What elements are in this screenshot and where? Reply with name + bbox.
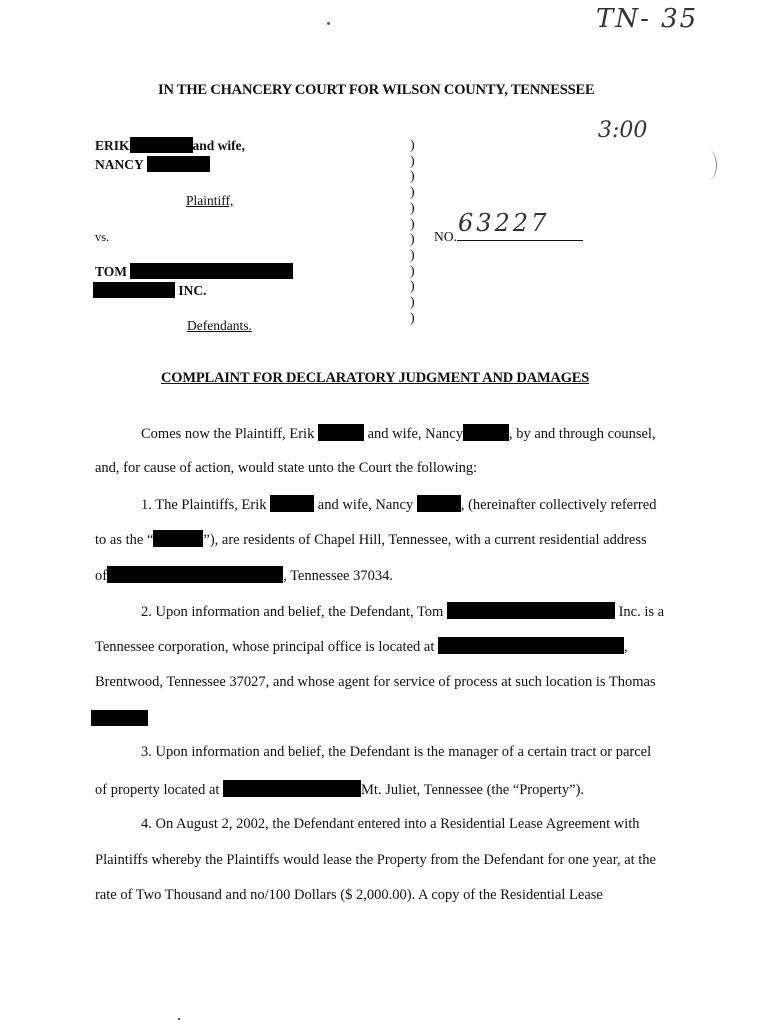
caption-paren: ): [410, 279, 415, 295]
redaction-bar: [417, 495, 461, 512]
caption-paren: ): [410, 200, 415, 216]
defendant-label: Defendants.: [187, 318, 252, 333]
caption-paren: ): [410, 310, 415, 326]
intro-line-1: [141, 424, 656, 443]
intro-line-2: and, for cause of action, would state unto the Court the following:: [95, 460, 478, 476]
caption-paren: ): [410, 153, 415, 169]
handwritten-time: 3:00: [598, 118, 648, 143]
paragraph-2-line-3: Brentwood, Tennessee 37027, and whose agent for service of process at such location is Thomas: [95, 674, 656, 690]
redaction-bar: [153, 530, 203, 547]
paren-scribble: [700, 150, 717, 180]
case-number-line: [457, 240, 583, 241]
caption-paren: ): [410, 232, 415, 248]
paragraph-3-line-2: [95, 780, 584, 799]
intro-text: Comes now the Plaintiff, Erik: [141, 426, 315, 442]
handwritten-filing-mark: TN- 35: [596, 4, 699, 34]
plaintiff-second-name: NANCY: [95, 157, 144, 172]
paragraph-text: to as the “: [95, 532, 154, 548]
plaintiff-name-line1: [95, 137, 245, 154]
caption-parentheses: [410, 138, 415, 326]
paragraph-3-line-1: 3. Upon information and belief, the Defendant is the manager of a certain tract or parcel: [141, 744, 652, 760]
versus-label: vs.: [95, 230, 110, 244]
paragraph-text: of: [95, 568, 108, 584]
paragraph-text: ”), are residents of Chapel Hill, Tennessee, with a current residential address: [203, 532, 647, 548]
intro-text: and wife, Nancy: [367, 426, 463, 442]
redaction-bar: [438, 637, 624, 654]
paragraph-1-line-3: [95, 566, 393, 585]
paragraph-1-line-1: [141, 495, 656, 514]
redaction-bar: [223, 780, 361, 797]
paragraph-text: 2. Upon information and belief, the Defendant, Tom: [141, 604, 444, 620]
paragraph-text: , Tennessee 37034.: [283, 568, 393, 584]
plaintiff-name-line2: [95, 156, 210, 173]
stray-mark: [327, 22, 330, 25]
paragraph-text: of property located at: [95, 782, 220, 798]
paragraph-4-line-2: Plaintiffs whereby the Plaintiffs would lease the Property from the Defendant for one year, at the: [95, 852, 656, 868]
paragraph-text: Mt. Juliet, Tennessee (the “Property”).: [361, 782, 585, 798]
paragraph-2-line-1: [141, 602, 664, 621]
defendant-inc: INC.: [178, 283, 207, 298]
redaction-bar: [93, 282, 175, 298]
case-number-handwritten: 63227: [458, 209, 550, 237]
paragraph-text: Tennessee corporation, whose principal office is located at: [95, 639, 435, 655]
complaint-title: COMPLAINT FOR DECLARATORY JUDGMENT AND DAMAGES: [161, 370, 590, 386]
plaintiff-label: Plaintiff,: [186, 193, 234, 208]
redaction-bar: [318, 424, 364, 441]
defendant-first-name: TOM: [95, 264, 128, 279]
caption-paren: ): [410, 247, 415, 263]
caption-paren: ): [410, 263, 415, 279]
paragraph-text: , (hereinafter collectively referred: [460, 497, 657, 513]
paragraph-1-line-2: [95, 530, 647, 549]
caption-paren: ): [410, 295, 415, 311]
caption-paren: ): [410, 169, 415, 185]
redaction-bar: [130, 137, 193, 153]
court-heading: IN THE CHANCERY COURT FOR WILSON COUNTY, TENNESSEE: [158, 82, 595, 98]
case-number-label: NO.: [434, 229, 457, 244]
paragraph-text: Inc. is a: [618, 604, 665, 620]
redaction-bar: [91, 710, 148, 726]
redaction-bar: [147, 156, 210, 172]
paragraph-4-line-3: rate of Two Thousand and no/100 Dollars ($ 2,000.00). A copy of the Residential Lease: [95, 887, 603, 903]
intro-text: , by and through counsel,: [509, 426, 656, 442]
paragraph-text: 1. The Plaintiffs, Erik: [141, 497, 267, 513]
paragraph-2-line-2: [95, 637, 628, 656]
plaintiff-and-wife: and wife,: [192, 138, 246, 153]
caption-paren: ): [410, 138, 415, 153]
redaction-bar: [130, 263, 293, 279]
defendant-name-line1: [95, 263, 293, 280]
defendant-name-line2: [93, 282, 207, 299]
caption-paren: ): [410, 216, 415, 232]
paragraph-text: and wife, Nancy: [317, 497, 414, 513]
stray-mark: [178, 1018, 180, 1020]
redaction-bar: [107, 566, 283, 583]
paragraph-4-line-1: 4. On August 2, 2002, the Defendant entered into a Residential Lease Agreement with: [141, 816, 640, 832]
caption-paren: ): [410, 185, 415, 201]
redaction-bar: [447, 602, 615, 619]
redaction-bar: [463, 424, 509, 441]
paragraph-text: ,: [623, 639, 628, 655]
plaintiff-first-name: ERIK: [95, 138, 130, 153]
redaction-bar: [270, 495, 314, 512]
